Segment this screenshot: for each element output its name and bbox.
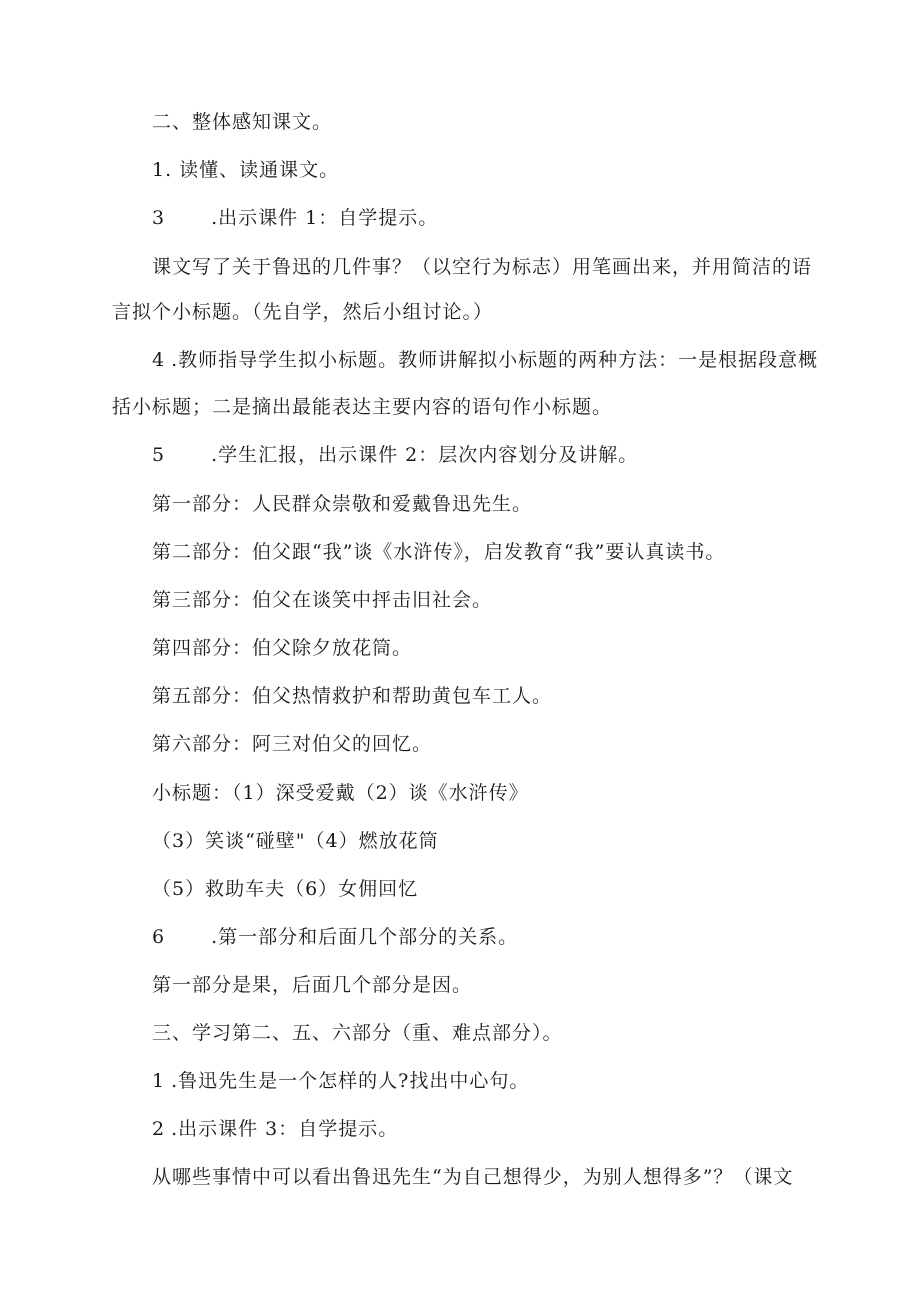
item-text: .第一部分和后面几个部分的关系。 xyxy=(211,926,519,948)
paragraph-line: 1. 读懂、读通课文。 xyxy=(152,159,340,181)
item-number: 4 xyxy=(152,349,166,371)
paragraph-line: 第一部分是果，后面几个部分是因。 xyxy=(152,974,473,996)
subtitle-line: 小标题：（1）深受爱戴（2）谈《水浒传》 xyxy=(152,782,529,804)
paragraph-line: 括小标题；二是摘出最能表达主要内容的语句作小标题。 xyxy=(112,396,613,418)
item-number: 1 xyxy=(152,1070,166,1092)
item-text: .教师指导学生拟小标题。教师讲解拟小标题的两种方法：一是根据段意概 xyxy=(171,349,819,371)
item-text: .鲁迅先生是一个怎样的人?找出中心句。 xyxy=(171,1070,530,1092)
section-heading-3: 三、学习第二、五、六部分（重、难点部分）。 xyxy=(152,1022,563,1044)
item-number: 2 xyxy=(152,1118,166,1140)
item-text: .出示课件 1：自学提示。 xyxy=(211,207,439,229)
numbered-item-4 xyxy=(152,346,832,374)
part-line: 第三部分：伯父在谈笑中抨击旧社会。 xyxy=(152,589,493,611)
subtitle-line: （5）救助车夫（6）女佣回忆 xyxy=(152,878,419,900)
subtitle-line: （3）笑谈“碰壁"（4）燃放花筒 xyxy=(152,830,439,852)
numbered-item-6 xyxy=(152,923,832,951)
part-line: 第一部分：人民群众崇敬和爱戴鲁迅先生。 xyxy=(152,493,533,515)
part-line: 第五部分：伯父热情救护和帮助黄包车工人。 xyxy=(152,685,553,707)
part-line: 第六部分：阿三对伯父的回忆。 xyxy=(152,733,433,755)
paragraph-line: 课文写了关于鲁迅的几件事？（以空行为标志）用笔画出来，并用简洁的语 xyxy=(152,256,813,278)
paragraph-line: 从哪些事情中可以看出鲁迅先生“为自己想得少，为别人想得多”？（课文 xyxy=(152,1166,794,1188)
numbered-item-5 xyxy=(152,441,832,469)
part-line: 第四部分：伯父除夕放花筒。 xyxy=(152,637,413,659)
item-text: .学生汇报，出示课件 2：层次内容划分及讲解。 xyxy=(211,444,639,466)
part-line: 第二部分：伯父跟“我”谈《水浒传》，启发教育“我”要认真读书。 xyxy=(152,541,726,563)
numbered-item-2 xyxy=(152,1115,832,1143)
paragraph-line: 言拟个小标题。（先自学，然后小组讨论。） xyxy=(112,301,494,323)
numbered-item-3 xyxy=(152,204,832,232)
item-text: .出示课件 3：自学提示。 xyxy=(171,1118,399,1140)
item-number: 5 xyxy=(152,444,166,466)
section-heading-2: 二、整体感知课文。 xyxy=(152,111,333,133)
item-number: 6 xyxy=(152,926,166,948)
item-number: 3 xyxy=(152,207,166,229)
numbered-item-1 xyxy=(152,1067,832,1095)
